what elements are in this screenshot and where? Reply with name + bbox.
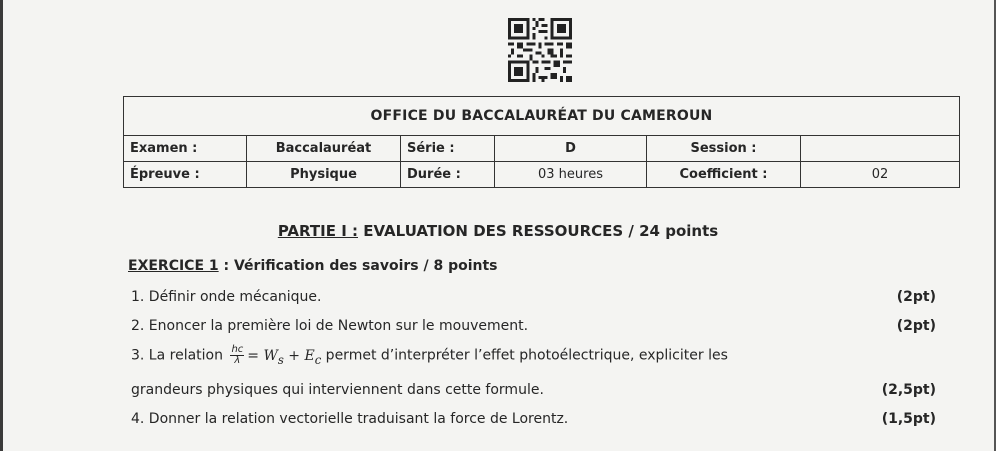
photoelectric-fraction	[230, 345, 244, 366]
question-4-points: (1,5pt)	[881, 411, 936, 427]
question-2-points: (2pt)	[896, 318, 936, 334]
coefficient-value: 02	[801, 162, 960, 188]
equation-rhs	[247, 347, 322, 367]
fraction-denominator: λ	[234, 355, 241, 366]
question-3-line-2: grandeurs physiques qui interviennent dans cette formule.	[131, 382, 544, 398]
coefficient-label: Coefficient :	[647, 162, 801, 188]
session-value	[801, 136, 960, 162]
equation-ws: = W	[247, 347, 278, 364]
question-3-text-after: permet d’interpréter l’effet photoélectrique, expliciter les	[321, 347, 728, 364]
exercise-title	[128, 258, 498, 274]
session-label: Session :	[647, 136, 801, 162]
exam-header-table	[123, 96, 960, 188]
question-3-points: (2,5pt)	[881, 382, 936, 398]
exercise-rest: : Vérification des savoirs / 8 points	[218, 258, 498, 274]
epreuve-value: Physique	[247, 162, 401, 188]
sub-s: s	[277, 352, 284, 367]
part-title	[0, 222, 996, 240]
duree-label: Durée :	[401, 162, 495, 188]
fraction-numerator: hc	[231, 344, 244, 355]
part-rest: EVALUATION DES RESSOURCES / 24 points	[358, 222, 719, 240]
epreuve-label: Épreuve :	[124, 162, 247, 188]
duree-value: 03 heures	[495, 162, 647, 188]
sub-c: c	[314, 352, 322, 367]
serie-label: Série :	[401, 136, 495, 162]
question-2: 2. Enoncer la première loi de Newton sur le mouvement.	[131, 318, 529, 334]
question-3	[131, 345, 728, 366]
question-3-text-before: 3. La relation	[131, 347, 228, 364]
equation-ec: + E	[283, 347, 315, 364]
question-1: 1. Définir onde mécanique.	[131, 289, 322, 305]
part-prefix: PARTIE I :	[277, 222, 358, 240]
qr-code-icon	[507, 18, 573, 82]
serie-value: D	[495, 136, 647, 162]
examen-value: Baccalauréat	[247, 136, 401, 162]
office-title: OFFICE DU BACCALAURÉAT DU CAMEROUN	[124, 97, 960, 136]
question-1-points: (2pt)	[896, 289, 936, 305]
question-4: 4. Donner la relation vectorielle traduisant la force de Lorentz.	[131, 411, 569, 427]
examen-label: Examen :	[124, 136, 247, 162]
exercise-prefix: EXERCICE 1	[128, 258, 219, 274]
